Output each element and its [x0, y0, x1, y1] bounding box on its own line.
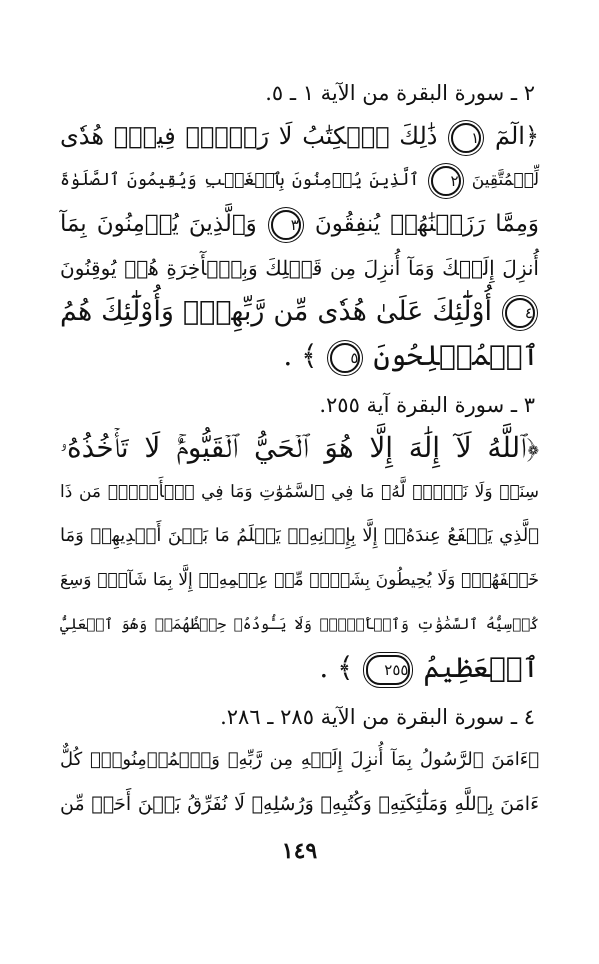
verse-line: ﴿ءَامَنَ ٱلرَّسُولُ بِمَآ أُنزِلَ إِلَيۡهِ مِن رَّبِّهِۦ وَٱلۡمُؤۡمِنُونَۚ كُلٌّ: [60, 749, 539, 770]
verse-text: أُنزِلَ إِلَيۡكَ وَمَآ أُنزِلَ مِن قَبۡلِكَ وَبِٱلۡأٓخِرَةِ هُمۡ يُوقِنُونَ: [60, 256, 539, 280]
verse-end: ﴾ .: [283, 339, 318, 372]
verse-line: [60, 334, 539, 378]
verse-line: [60, 202, 539, 246]
verse-text: ﴿الٓمٓ: [494, 122, 539, 150]
ayah-number-marker: ٤: [505, 298, 535, 328]
section-heading: ٤ ـ سورة البقرة من الآية ٢٨٥ ـ ٢٨٦.: [220, 705, 535, 729]
section-baqarah-255: [60, 390, 539, 690]
ayah-number-marker: ٥: [330, 343, 360, 373]
verse-text: ٱلۡعَظِيمُ: [423, 651, 539, 684]
verse-text: أُوْلَٰٓئِكَ عَلَىٰ هُدٗى مِّن رَّبِّهِمۡۖ وَأُوْلَٰٓئِكَ هُمُ: [60, 296, 493, 327]
verse-line: [60, 114, 539, 158]
verse-line: [60, 290, 539, 334]
section-baqarah-1-5: [60, 78, 539, 378]
ayah-number-marker: ١: [451, 123, 481, 153]
ayah-number-marker: ٣: [271, 210, 301, 240]
verse-text: لِّلۡمُتَّقِينَ: [471, 170, 540, 190]
verse-block: [60, 114, 539, 378]
verse-line: ٱلَّذِي يَشۡفَعُ عِندَهُۥٓ إِلَّا بِإِذۡنِهِۦۚ يَعۡلَمُ مَا بَيۡنَ أَيۡدِيهِمۡ وَمَا: [60, 525, 539, 546]
verse-text: وَمِمَّا رَزَقۡنَٰهُمۡ يُنفِقُونَ: [314, 211, 539, 237]
page-number: ١٤٩: [281, 838, 318, 864]
verse-line: ﴿ٱللَّهُ لَآ إِلَٰهَ إِلَّا هُوَ ٱلۡحَيُّ ٱلۡقَيُّومُۚ لَا تَأۡخُذُهُۥ: [60, 431, 539, 464]
ayah-number-marker: ٢٥٥: [366, 655, 410, 685]
verse-text: ذَٰلِكَ ٱلۡكِتَٰبُ لَا رَيۡبَۛ فِيهِۛ هُدٗى: [60, 122, 438, 150]
verse-line: [60, 246, 539, 290]
ayah-number-marker: ٢: [431, 166, 461, 196]
verse-block: [60, 426, 539, 690]
verse-line: [60, 646, 539, 690]
verse-block: [60, 738, 539, 826]
verse-line: كُرۡسِيُّهُ ٱلسَّمَٰوَٰتِ وَٱلۡأَرۡضَۖ وَلَا يَـُٔودُهُۥ حِفۡظُهُمَاۚ وَهُوَ ٱلۡعَلِيُّ: [60, 615, 539, 633]
verse-line: خَلۡفَهُمۡۖ وَلَا يُحِيطُونَ بِشَيۡءٖ مِّنۡ عِلۡمِهِۦٓ إِلَّا بِمَا شَآءَۚ وَسِعَ: [60, 570, 539, 590]
verse-end: ﴾ .: [319, 651, 354, 684]
verse-line: سِنَةٞ وَلَا نَوۡمٞۚ لَّهُۥ مَا فِي ٱلسَّمَٰوَٰتِ وَمَا فِي ٱلۡأَرۡضِۗ مَن ذَا: [60, 482, 539, 502]
verse-line: [60, 158, 539, 202]
section-heading: ٣ ـ سورة البقرة آية ٢٥٥.: [319, 393, 535, 417]
verse-text: وَٱلَّذِينَ يُؤۡمِنُونَ بِمَآ: [60, 211, 257, 237]
verse-line: ءَامَنَ بِٱللَّهِ وَمَلَٰٓئِكَتِهِۦ وَكُتُبِهِۦ وَرُسُلِهِۦ لَا نُفَرِّقُ بَيۡنَ أَحَدٖ مِّن: [60, 793, 539, 815]
section-baqarah-285-286: [60, 702, 539, 826]
verse-text: ٱلۡمُفۡلِحُونَ: [373, 339, 539, 372]
verse-text: ٱلَّذِينَ يُؤۡمِنُونَ بِٱلۡغَيۡبِ وَيُقِيمُونَ ٱلصَّلَوٰةَ: [60, 170, 420, 190]
section-heading: ٢ ـ سورة البقرة من الآية ١ ـ ٥.: [265, 81, 535, 105]
